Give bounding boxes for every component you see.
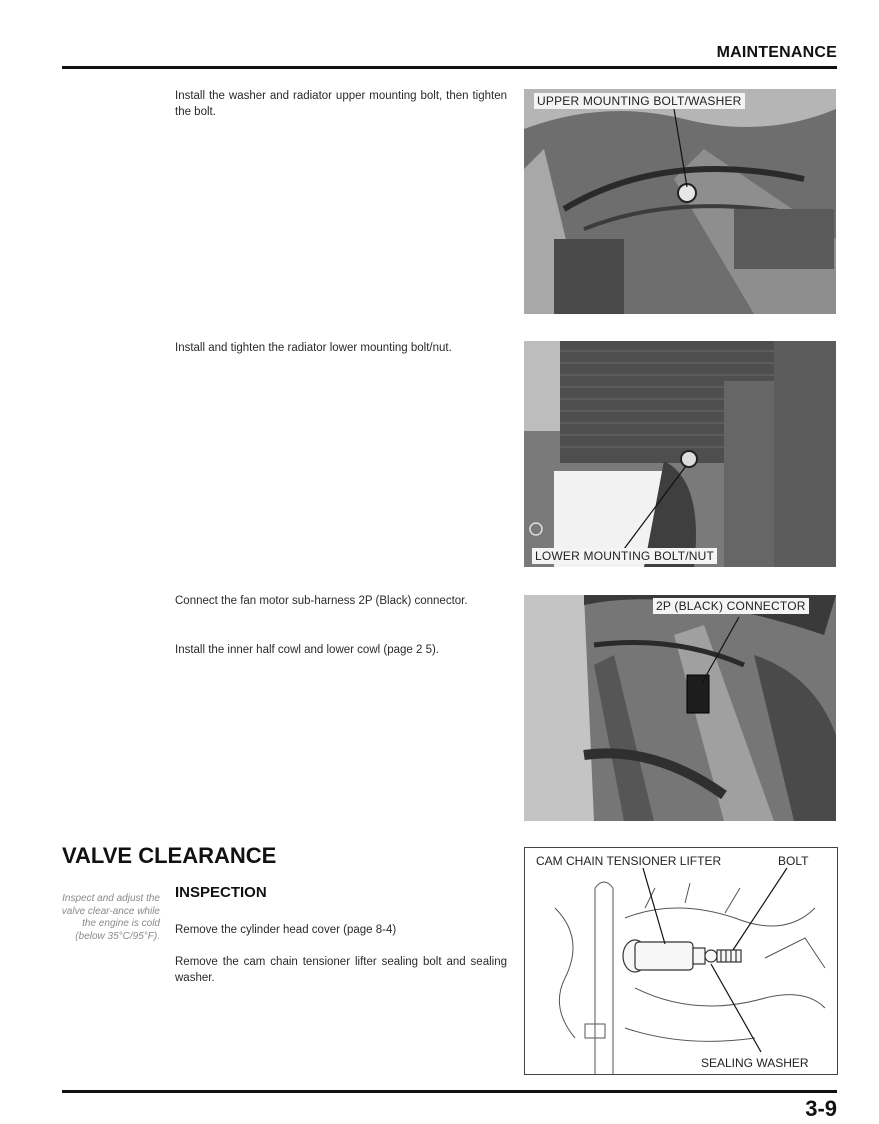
callout-upper-mounting-bolt: UPPER MOUNTING BOLT/WASHER: [534, 93, 745, 109]
section-title-valve-clearance: VALVE CLEARANCE: [62, 843, 277, 868]
step-3-text-2: Install the inner half cowl and lower cowl (page 2 5).: [175, 644, 440, 656]
header-section-title: MAINTENANCE: [716, 44, 837, 61]
photo-upper-mounting-bolt: [524, 89, 836, 314]
step-1-text: Install the washer and radiator upper mounting bolt, then tighten the bolt.: [175, 90, 507, 118]
diagram-label-bolt: BOLT: [778, 854, 809, 868]
photo-lower-mounting-bolt-illustration: [524, 341, 836, 567]
photo-2p-black-connector-illustration: [524, 595, 836, 821]
diagram-label-sealing-washer: SEALING WASHER: [701, 1056, 809, 1070]
page-number: 3-9: [805, 1096, 837, 1121]
step-3-text: Connect the fan motor sub-harness 2P (Black) connector.: [175, 595, 468, 607]
inspection-step-1: Remove the cylinder head cover (page 8-4): [175, 924, 397, 936]
photo-2p-black-connector: [524, 595, 836, 821]
side-note-cold-engine: Inspect and adjust the valve clear-ance while the engine is cold (below 35°C/95°F).: [61, 893, 160, 942]
diagram-label-tensioner-lifter: CAM CHAIN TENSIONER LIFTER: [536, 854, 722, 868]
callout-lower-mounting-bolt: LOWER MOUNTING BOLT/NUT: [532, 548, 717, 564]
tensioner-lifter-diagram: [524, 847, 838, 1075]
photo-upper-mounting-bolt-illustration: [524, 89, 836, 314]
step-2-text: Install and tighten the radiator lower mounting bolt/nut.: [175, 342, 452, 354]
footer-rule: [62, 1090, 837, 1093]
header-rule: [62, 66, 837, 69]
callout-2p-connector: 2P (BLACK) CONNECTOR: [653, 598, 809, 614]
subsection-title-inspection: INSPECTION: [175, 884, 267, 901]
photo-lower-mounting-bolt: [524, 341, 836, 567]
inspection-step-2: Remove the cam chain tensioner lifter sealing bolt and sealing washer.: [175, 956, 507, 984]
tensioner-lifter-drawing: [525, 848, 837, 1074]
